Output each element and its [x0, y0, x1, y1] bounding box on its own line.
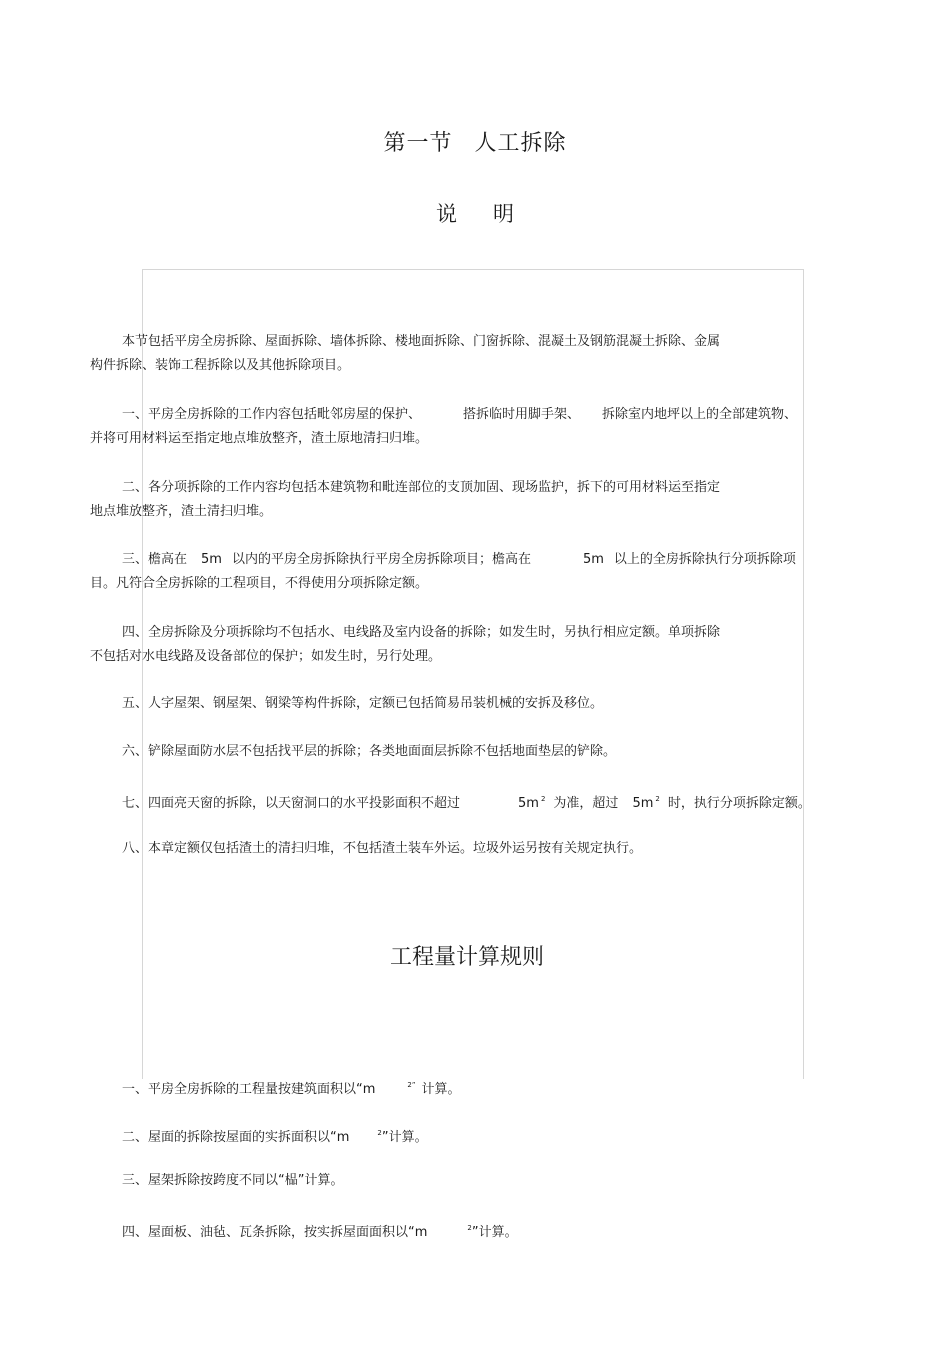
rule-4-sup: 2 [467, 1224, 472, 1232]
item-7-area-1: 5m [518, 796, 539, 811]
rule-2-sup: 2 [377, 1129, 382, 1137]
item-1-paragraph [90, 403, 850, 451]
rule-1-sup: 2” [407, 1081, 416, 1089]
rule-4 [122, 1217, 518, 1244]
rule-3-text: 三、屋架拆除按跨度不同以“榀”计算。 [122, 1173, 344, 1188]
rule-4-text-b: ”计算。 [471, 1225, 518, 1240]
intro-paragraph [90, 330, 850, 378]
item-7-text-c: 为准，超过 [553, 796, 619, 811]
rule-2-text-b: ”计算。 [381, 1130, 428, 1145]
item-6-paragraph [90, 740, 850, 764]
rule-3 [122, 1170, 343, 1192]
item-1-text-a: 一、平房全房拆除的工作内容包括毗邻房屋的保护、 [122, 407, 422, 422]
item-8-text: 八、本章定额仅包括渣土的清扫归堆，不包括渣土装车外运。垃圾外运另按有关规定执行。 [122, 841, 643, 856]
explanation-char-1: 说 [436, 202, 457, 226]
item-2-line-1: 二、各分项拆除的工作内容均包括本建筑物和毗连部位的支顶加固、现场监护，拆下的可用材料运至指定 [122, 480, 721, 495]
item-7-sup-1: 2 [540, 795, 546, 803]
item-1-text-b: 搭拆临时用脚手架、 [463, 407, 581, 422]
intro-line-1: 本节包括平房全房拆除、屋面拆除、墙体拆除、楼地面拆除、门窗拆除、混凝土及钢筋混凝土拆除、金属 [122, 334, 721, 349]
item-5-text: 五、人字屋架、钢屋架、钢梁等构件拆除，定额已包括简易吊装机械的安拆及移位。 [122, 696, 604, 711]
rule-4-text-a: 四、屋面板、油毡、瓦条拆除，按实拆屋面面积以“m [122, 1225, 428, 1240]
item-7-paragraph [90, 787, 850, 816]
rule-2-text-a: 二、屋面的拆除按屋面的实拆面积以“m [122, 1130, 350, 1145]
section-name: 人工拆除 [474, 131, 567, 156]
item-7-text-e: 时，执行分项拆除定额。 [667, 796, 811, 811]
section-title [0, 126, 950, 157]
item-7-sup-2: 2 [655, 795, 660, 803]
item-4-line-2: 不包括对水电线路及设备部位的保护；如发生时，另行处理。 [90, 649, 442, 664]
intro-line-2: 构件拆除、装饰工程拆除以及其他拆除项目。 [90, 358, 351, 373]
item-2-paragraph [90, 476, 850, 524]
rule-1 [122, 1074, 461, 1101]
item-2-line-2: 地点堆放整齐，渣土清扫归堆。 [90, 504, 273, 519]
item-1-line-2: 并将可用材料运至指定地点堆放整齐，渣土原地清扫归堆。 [90, 431, 429, 446]
item-3-line-2: 目。凡符合全房拆除的工程项目，不得使用分项拆除定额。 [90, 576, 429, 591]
rules-title: 工程量计算规则 [389, 945, 544, 970]
item-1-text-c: 拆除室内地坪以上的全部建筑物、 [602, 407, 798, 422]
rule-2 [122, 1122, 428, 1149]
item-5-paragraph [90, 692, 850, 716]
item-4-line-1: 四、全房拆除及分项拆除均不包括水、电线路及室内设备的拆除；如发生时，另执行相应定额。单项拆除 [122, 625, 721, 640]
rule-1-text-b: 计算。 [421, 1082, 461, 1097]
item-3-text-e: 以上的全房拆除执行分项拆除项 [613, 552, 796, 567]
section-number: 第一节 [383, 131, 453, 156]
item-3-text-c: 以内的平房全房拆除执行平房全房拆除项目；檐高在 [231, 552, 531, 567]
item-7-text-a: 七、四面亮天窗的拆除，以天窗洞口的水平投影面积不超过 [122, 796, 461, 811]
item-6-text: 六、铲除屋面防水层不包括找平层的拆除；各类地面面层拆除不包括地面垫层的铲除。 [122, 744, 617, 759]
item-4-paragraph [90, 621, 850, 669]
item-8-paragraph [90, 837, 850, 861]
item-7-area-2: 5m [632, 796, 654, 811]
item-3-paragraph [90, 548, 850, 596]
item-3-height-1: 5m [201, 552, 222, 567]
explanation-title [0, 198, 950, 228]
item-3-height-2: 5m [582, 552, 604, 567]
item-3-text-a: 三、檐高在 [122, 552, 188, 567]
rule-1-text-a: 一、平房全房拆除的工程量按建筑面积以“m [122, 1082, 376, 1097]
explanation-char-2: 明 [493, 202, 514, 226]
